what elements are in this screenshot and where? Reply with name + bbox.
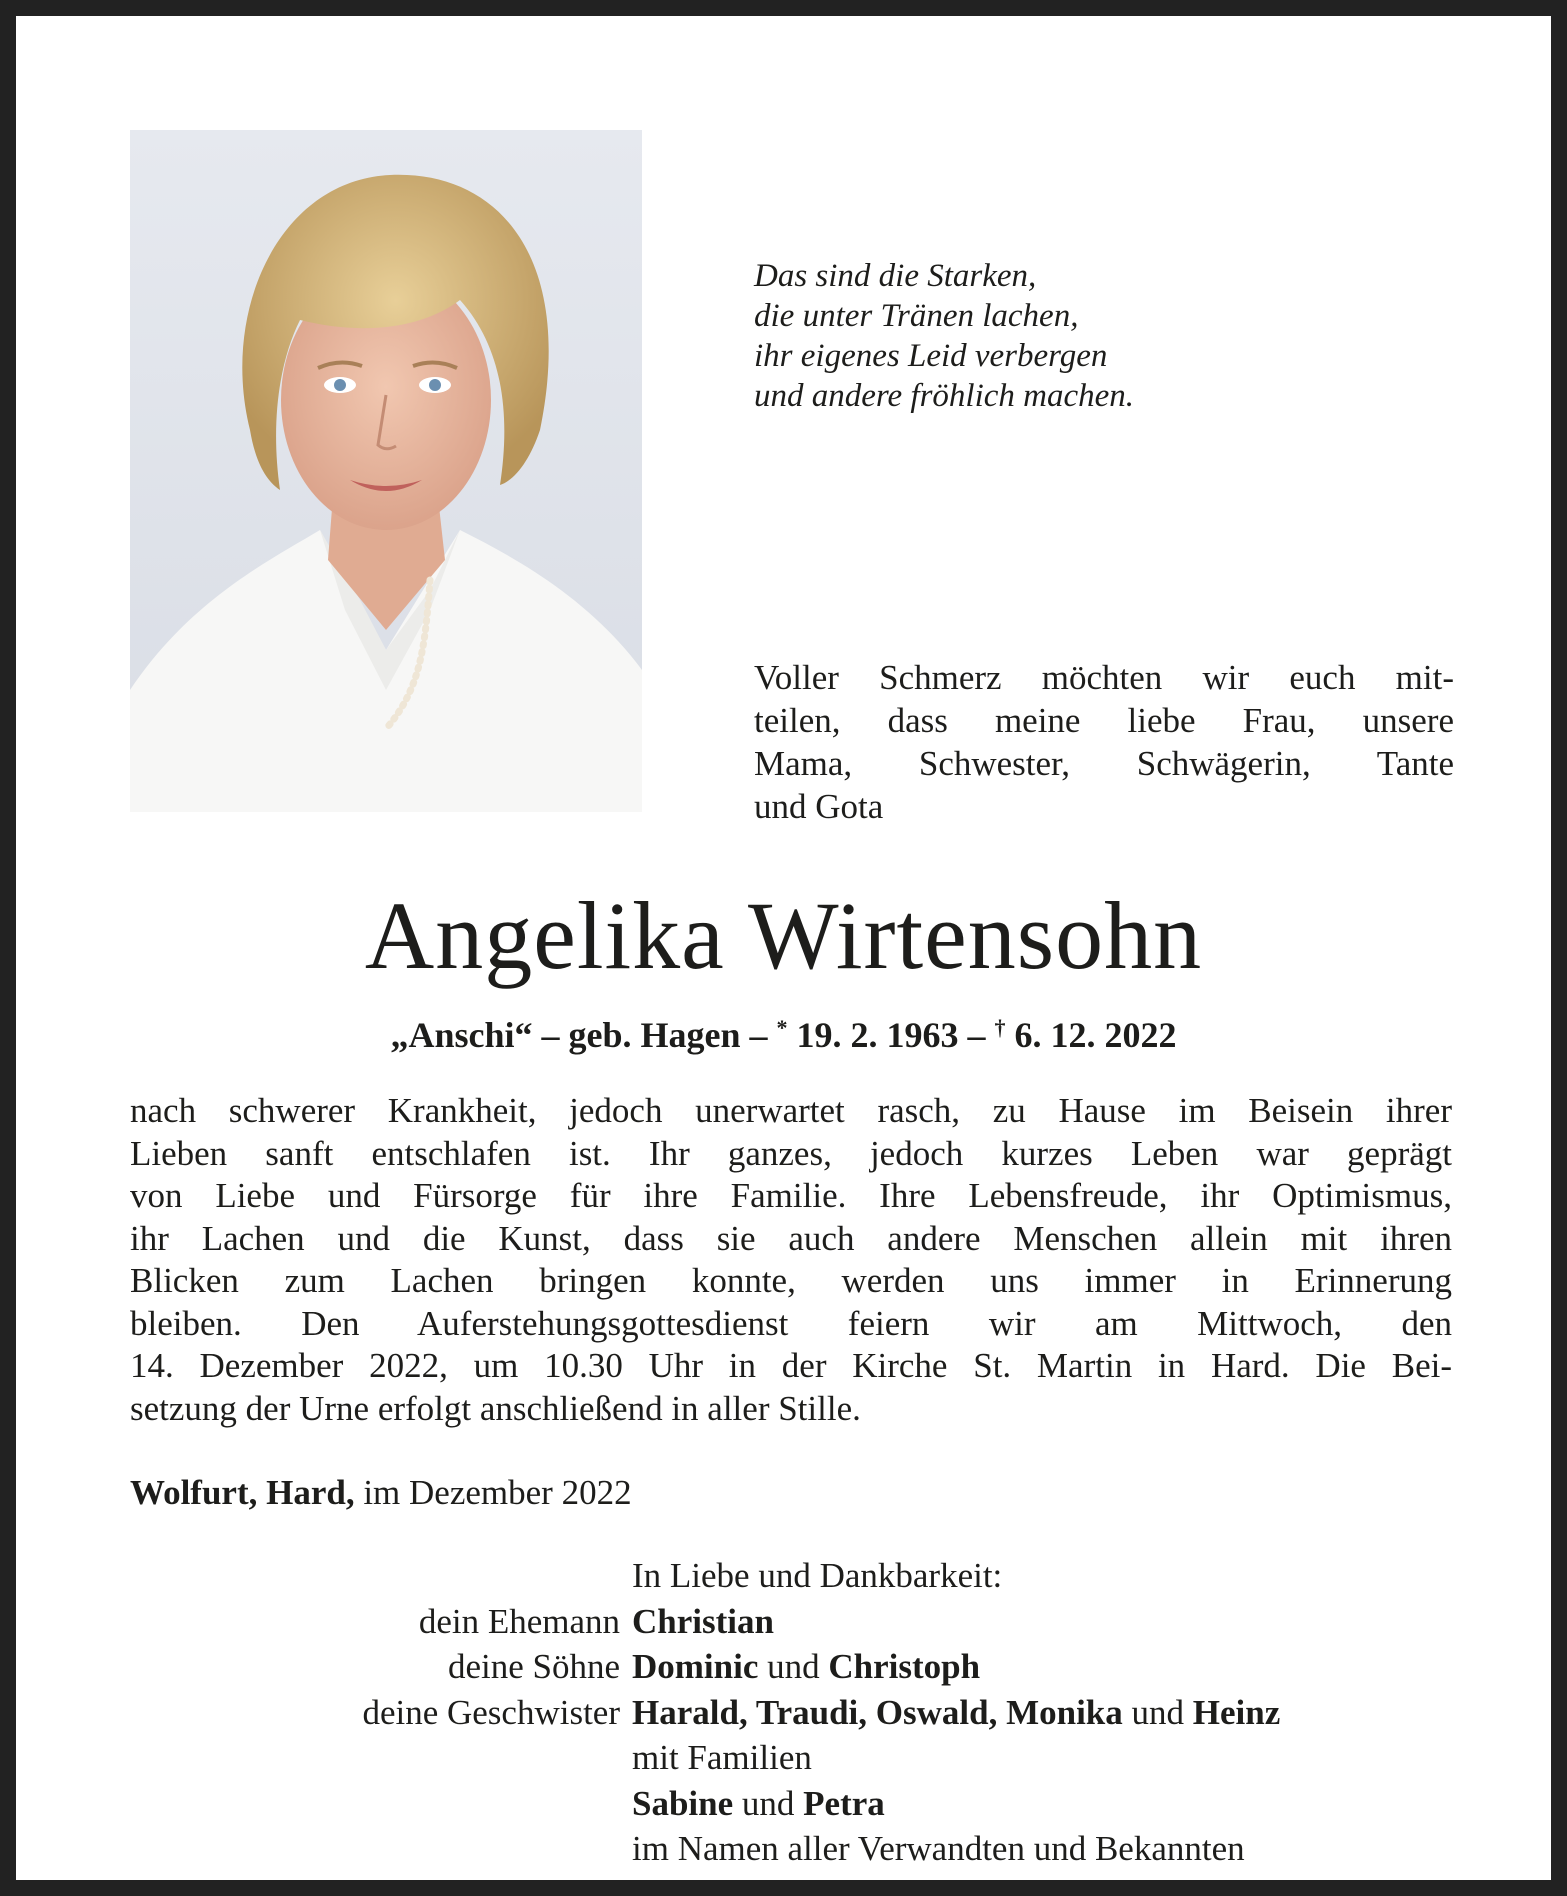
separator: –	[958, 1015, 995, 1055]
mourner-name: Harald, Traudi, Oswald, Monika	[632, 1692, 1123, 1732]
relation-label: deine Söhne	[447, 1647, 620, 1686]
mourner-name: Dominic	[632, 1647, 759, 1686]
mourner-row-extra	[130, 1781, 1452, 1827]
place-date	[130, 1471, 632, 1515]
portrait-photo	[130, 130, 642, 812]
birth-name: geb. Hagen	[568, 1015, 741, 1055]
mourner-row-siblings	[130, 1690, 1452, 1736]
mourner-row-spouse	[130, 1599, 1452, 1645]
mourner-name: Petra	[803, 1783, 885, 1823]
motto-verse	[754, 256, 1134, 416]
intro-line: teilen, dass meine liebe Frau, unsere	[754, 701, 1454, 740]
mourners-list	[130, 1553, 1452, 1872]
death-date: 6. 12. 2022	[1005, 1015, 1177, 1055]
intro-paragraph	[754, 656, 1454, 828]
motto-line: Das sind die Starken,	[754, 258, 1037, 294]
death-symbol: †	[994, 1015, 1006, 1040]
mourner-row-closing	[130, 1826, 1452, 1872]
motto-line: ihr eigenes Leid verbergen	[754, 338, 1108, 374]
mourner-name: Christoph	[828, 1647, 981, 1686]
intro-line: und Gota	[754, 787, 884, 826]
conjunction: und	[1122, 1692, 1193, 1732]
body-line: setzung der Urne erfolgt anschließend in aller Stille.	[130, 1388, 861, 1428]
deceased-subtitle	[16, 1006, 1551, 1057]
relation-label: dein Ehemann	[418, 1601, 620, 1641]
mourners-heading-row	[130, 1553, 1452, 1599]
body-line: Lieben sanft entschlafen ist. Ihr ganzes, jedoch kurzes Leben war geprägt	[130, 1133, 1452, 1173]
motto-line: die unter Tränen lachen,	[754, 298, 1079, 334]
nickname: „Anschi“	[390, 1015, 533, 1055]
mourner-name: Christian	[632, 1601, 774, 1641]
relation-label: deine Geschwister	[362, 1692, 620, 1732]
mourner-name: Heinz	[1192, 1692, 1281, 1732]
separator: –	[532, 1015, 569, 1055]
place-towns: Wolfurt, Hard,	[130, 1473, 355, 1512]
intro-line: Voller Schmerz möchten wir euch mit-	[754, 658, 1454, 697]
mourners-heading: In Liebe und Dankbarkeit:	[632, 1556, 1003, 1595]
body-line: 14. Dezember 2022, um 10.30 Uhr in der Kirche St. Martin in Hard. Die Bei-	[130, 1346, 1452, 1385]
body-line: von Liebe und Fürsorge für ihre Familie. Ihre Lebensfreude, ihr Optimismus,	[130, 1176, 1452, 1215]
body-line: Blicken zum Lachen bringen konnte, werden uns immer in Erinnerung	[130, 1261, 1452, 1300]
motto-line: und andere fröhlich machen.	[754, 378, 1135, 414]
body-line: ihr Lachen und die Kunst, dass sie auch andere Menschen allein mit ihren	[130, 1218, 1452, 1258]
separator: –	[740, 1015, 777, 1055]
closing-line: im Namen aller Verwandten und Bekannten	[632, 1829, 1245, 1868]
birth-symbol: *	[776, 1015, 788, 1040]
obituary-body	[130, 1090, 1452, 1430]
mourner-name: Sabine	[632, 1783, 734, 1823]
with-families: mit Familien	[632, 1738, 812, 1777]
deceased-name: Angelika Wirtensohn	[364, 882, 1203, 989]
place-month: im Dezember 2022	[354, 1473, 632, 1512]
body-line: bleiben. Den Auferstehungsgottesdienst feiern wir am Mittwoch, den	[130, 1303, 1452, 1343]
mourner-row-sons	[130, 1644, 1452, 1690]
birth-date: 19. 2. 1963	[787, 1015, 959, 1055]
body-line: nach schwerer Krankheit, jedoch unerwartet rasch, zu Hause im Beisein ihrer	[130, 1091, 1452, 1130]
portrait-image	[130, 130, 642, 812]
conjunction: und	[758, 1647, 829, 1686]
conjunction: und	[733, 1783, 804, 1823]
intro-line: Mama, Schwester, Schwägerin, Tante	[754, 744, 1454, 783]
mourner-row-families	[130, 1735, 1452, 1781]
